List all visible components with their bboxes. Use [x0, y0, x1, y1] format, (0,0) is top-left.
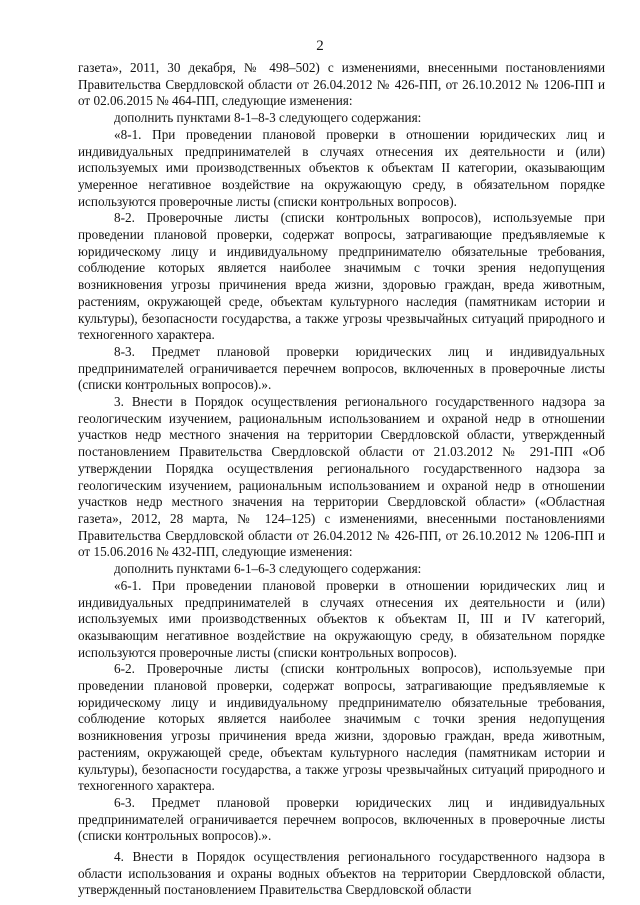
paragraph: 6-3. Предмет плановой проверки юридических лиц и индивидуальных предпринимателей ограничивается перечнем вопросов, включенных в проверочные листы (списки контрольных вопросов).». [78, 794, 605, 844]
paragraph: дополнить пунктами 8-1–8-3 следующего содержания: [114, 110, 422, 126]
paragraph: «8-1. При проведении плановой проверки в отношении юридических лиц и индивидуальных предпринимателей в случаях отнесения их деятельности и (или) используемых ими производственных объектов к объектам II категории, оказывающим умеренное негативное воздействие на окружающую среду, в обязательном порядке используются проверочные листы (списки контрольных вопросов). [78, 126, 605, 209]
paragraph: 6-2. Проверочные листы (списки контрольных вопросов), используемые при проведении плановой проверки, содержат вопросы, затрагивающие предъявляемые к юридическому лицу и индивидуальному предпринимателю обязательные требования, соблюдение которых является наиболее значимым с точки зрения недопущения возникновения угрозы причинения вреда жизни, здоровью граждан, вреда животным, растениям, окружающей среде, объектам культурного наследия (памятникам истории и культуры), безопасности государства, а также угрозы чрезвычайных ситуаций природного и техногенного характера. [78, 661, 605, 794]
paragraph: 8-2. Проверочные листы (списки контрольных вопросов), используемые при проведении плановой проверки, содержат вопросы, затрагивающие предъявляемые к юридическому лицу и индивидуальному предпринимателю обязательные требования, соблюдение которых является наиболее значимым с точки зрения недопущения возникновения угрозы причинения вреда жизни, здоровью граждан, вреда животным, растениям, окружающей среде, объектам культурного наследия (памятникам истории и культуры), безопасности государства, а также угрозы чрезвычайных ситуаций природного и техногенного характера. [78, 210, 605, 343]
page-number: 2 [316, 38, 324, 54]
paragraph: дополнить пунктами 6-1–6-3 следующего содержания: [114, 561, 422, 577]
paragraph: «6-1. При проведении плановой проверки в отношении юридических лиц и индивидуальных предпринимателей в случаях отнесения их деятельности и (или) используемых ими производственных объектов к объектам II, III и IV категорий, оказывающим негативное воздействие на окружающую среду, в обязательном порядке используются проверочные листы (списки контрольных вопросов). [78, 577, 605, 660]
paragraph: газета», 2011, 30 декабря, № 498–502) с изменениями, внесенными постановлениями Правительства Свердловской области от 26.04.2012 № 426-ПП, от 26.10.2012 № 1206-ПП и от 02.06.2015 № 464-ПП, следующие изменения: [78, 60, 605, 109]
paragraph: 8-3. Предмет плановой проверки юридических лиц и индивидуальных предпринимателей ограничивается перечнем вопросов, включенных в проверочные листы (списки контрольных вопросов).». [78, 343, 605, 393]
paragraph: 4. Внести в Порядок осуществления регионального государственного надзора в области использования и охраны водных объектов на территории Свердловской области, утвержденный постановлением Правительства Свердловской области [78, 849, 605, 898]
document-body [78, 60, 605, 899]
paragraph: 3. Внести в Порядок осуществления регионального государственного надзора за геологическим изучением, рациональным использованием и охраной недр в отношении участков недр местного значения на территории Свердловской области, утвержденный постановлением Правительства Свердловской области от 21.03.2012 № 291-ПП «Об утверждении Порядка осуществления регионального государственного надзора за геологическим изучением, рациональным использованием и охраной недр в отношении участков недр местного значения на территории Свердловской области» («Областная газета», 2012, 28 марта, № 124–125) с изменениями, внесенными постановлениями Правительства Свердловской области от 26.04.2012 № 426-ПП, от 26.10.2012 № 1206-ПП и от 15.06.2016 № 432-ПП, следующие изменения: [78, 394, 605, 560]
